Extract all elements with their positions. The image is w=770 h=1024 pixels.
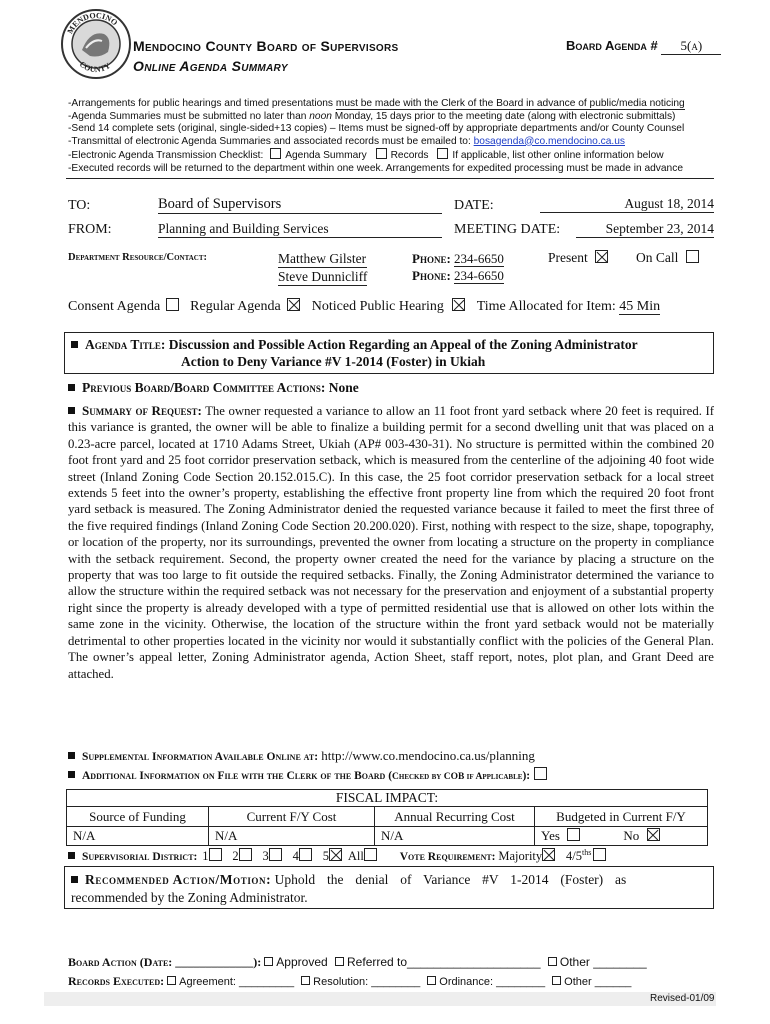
seal-icon xyxy=(60,8,132,80)
ordinance-checkbox[interactable] xyxy=(427,976,436,985)
from-value: Planning and Building Services xyxy=(158,221,442,238)
fiscal-header-annual: Annual Recurring Cost xyxy=(375,807,535,827)
meeting-date-value: September 23, 2014 xyxy=(576,221,714,238)
date-label: DATE: xyxy=(454,198,494,213)
budgeted-no-checkbox[interactable] xyxy=(647,828,660,841)
svg-text:COUNTY: COUNTY xyxy=(77,59,112,75)
fiscal-header-source: Source of Funding xyxy=(67,807,209,827)
records-checkbox[interactable] xyxy=(376,148,387,159)
supplemental-info: Supplemental Information Available Online at: http://www.co.mendocino.ca.us/planning xyxy=(68,748,535,764)
oncall-option: On Call xyxy=(636,250,699,266)
majority-checkbox[interactable] xyxy=(542,848,555,861)
from-label: FROM: xyxy=(68,222,112,237)
fiscal-impact-table xyxy=(66,789,708,846)
contacts xyxy=(278,250,367,286)
agenda-number: Board Agenda # 5(a) xyxy=(566,38,721,55)
recommended-text-2: recommended by the Zoning Administrator. xyxy=(71,890,308,905)
bullet-icon xyxy=(68,771,75,778)
other-record-checkbox[interactable] xyxy=(552,976,561,985)
present-option: Present xyxy=(548,250,608,266)
fiscal-title: FISCAL IMPACT: xyxy=(67,790,708,807)
consent-checkbox[interactable] xyxy=(166,298,179,311)
org-title: Mendocino County Board of Supervisors xyxy=(133,38,399,54)
fiscal-annual-value: N/A xyxy=(375,827,535,846)
summary-of-request: Summary of Request: The owner requested a variance to allow an 11 foot front yard setback where 20 feet is required. If this variance is granted, the owner will be able to finalize a building permit for a second dwelling unit that was placed on a 0.23-acre parcel, located at 1710 Adams Street, Ukiah (AP# 003-430-31). No structure is permitted within the combined 20 foot front yard and 25 foot corridor preservation setback, which is measured from the centerline of the adjoining 40 foot wide street (Inland Zoning Code Section 20.152.015.C). In this case, the 25 foot corridor preservation setback for a local street extends 5 feet into the owner’s property, establishing the effective front property line from which the required 20 foot front yard setback is measured. The Zoning Administrator denied the requested variance because it failed to meet the first three of the five required findings (Inland Zoning Code Section 20.200.020). First, nothing with respect to the size, shape, topography, or location of the property, nor its surroundings, prevented the owner from locating a structure on the property in compliance with the setback requirement. Second, the property owner created the need for the variance by placing a structure on the property that was too large to fit outside the required setbacks. Finally, the Zoning Administrator determined the variance to allow the structure within the required setback was not necessary for the preservation and enjoyment of a substantial property right since the property is already developed with a type of permitted residential use that is allowed on other lots within the same zone in the vicinity. Otherwise, the location of the structure within the front yard setback would not be materially detrimental to other properties located in the vicinity nor would it substantially conflict with the policies of the General Plan. The owner’s appeal letter, Zoning Administrator agenda, Action Sheet, staff report, notes, plot plan, and Grant Deed are attached. xyxy=(68,403,715,681)
agenda-title-line1: Discussion and Possible Action Regarding an Appeal of the Zoning Administrator xyxy=(168,337,638,352)
fourfifths-checkbox[interactable] xyxy=(593,848,606,861)
board-action-row: Board Action (Date: _____________): Approved Referred to____________________ Other ________ xyxy=(68,955,647,969)
oncall-checkbox[interactable] xyxy=(686,250,699,263)
date-value: August 18, 2014 xyxy=(540,196,714,213)
bullet-icon xyxy=(68,752,75,759)
district-all-checkbox[interactable] xyxy=(364,848,377,861)
instructions-divider xyxy=(66,178,714,179)
agenda-title-box xyxy=(64,332,714,374)
to-label: TO: xyxy=(68,198,91,213)
time-allocated-value: 45 Min xyxy=(619,299,661,314)
fiscal-header-current: Current F/Y Cost xyxy=(209,807,375,827)
recommended-label: Recommended Action/Motion: xyxy=(85,872,272,887)
phone-2: 234-6650 xyxy=(454,268,504,283)
previous-actions: Previous Board/Board Committee Actions: None xyxy=(68,380,359,396)
bullet-icon xyxy=(68,852,75,859)
agenda-summary-checkbox[interactable] xyxy=(270,148,281,159)
agenda-title-line2: Action to Deny Variance #V 1-2014 (Foster) in Ukiah xyxy=(181,354,486,369)
to-value: Board of Supervisors xyxy=(158,196,442,214)
svg-text:MENDOCINO: MENDOCINO xyxy=(65,10,120,36)
regular-checkbox[interactable] xyxy=(287,298,300,311)
instructions-block: -Arrangements for public hearings and timed presentations must be made with the Clerk of the Board in advance of public/media noticing -Agenda Summaries must be submitted no later than noon Monday, 15 days prior to the meeting date (along with electronic submittals) -Send 14 complete sets (original, single-sided+13 copies) – Items must be signed-off by appropriate departments and/or County Counsel -Transmittal of electronic Agenda Summaries and associated records must be emailed to: bosagenda@co.mendocino.ca.us -Electronic Agenda Transmission Checklist: Agenda Summary Records If applicable, list other online information below -Executed records will be returned to the department within one week. Arrangements for expedited processing must be made in advance xyxy=(68,98,685,174)
district-row: Supervisorial District: 1 2 3 4 5 All Vote Requirement: Majority $4/5^{ths}$ xyxy=(68,848,606,864)
footer-bar xyxy=(44,992,716,1006)
present-checkbox[interactable] xyxy=(595,250,608,263)
meeting-date-label: MEETING DATE: xyxy=(454,222,561,237)
additional-info: Additional Information on File with the Clerk of the Board (Checked by COB if Applicable): xyxy=(68,767,547,782)
page-subtitle: Online Agenda Summary xyxy=(133,58,288,74)
revised-date: Revised-01/09 xyxy=(650,993,715,1004)
other-online-checkbox[interactable] xyxy=(437,148,448,159)
referred-checkbox[interactable] xyxy=(335,957,344,966)
recommended-text-1: Uphold the denial of Variance #V 1-2014 (Foster) as xyxy=(274,872,627,887)
district-5-checkbox[interactable] xyxy=(329,848,342,861)
district-4-checkbox[interactable] xyxy=(299,848,312,861)
other-action-checkbox[interactable] xyxy=(548,957,557,966)
fiscal-header-budgeted: Budgeted in Current F/Y xyxy=(535,807,708,827)
resolution-checkbox[interactable] xyxy=(301,976,310,985)
district-3-checkbox[interactable] xyxy=(269,848,282,861)
bullet-icon xyxy=(68,384,75,391)
email-link[interactable]: bosagenda@co.mendocino.ca.us xyxy=(473,135,625,147)
district-2-checkbox[interactable] xyxy=(239,848,252,861)
phone-1: 234-6650 xyxy=(454,251,504,266)
fiscal-budgeted-value: Yes No xyxy=(535,827,708,846)
supplemental-url[interactable]: http://www.co.mendocino.ca.us/planning xyxy=(321,748,535,763)
additional-info-checkbox[interactable] xyxy=(534,767,547,780)
bullet-icon xyxy=(71,876,78,883)
agenda-title-label: Agenda Title: xyxy=(85,337,166,352)
recommended-action-box xyxy=(64,866,714,909)
fiscal-current-value: N/A xyxy=(209,827,375,846)
contact-2: Steve Dunnicliff xyxy=(278,269,368,284)
fiscal-source-value: N/A xyxy=(67,827,209,846)
budgeted-yes-checkbox[interactable] xyxy=(567,828,580,841)
bullet-icon xyxy=(71,341,78,348)
dept-contact-label: Department Resource/Contact: xyxy=(68,252,208,263)
records-executed-row: Records Executed: Agreement: _________ Resolution: ________ Ordinance: ________ Other ______ xyxy=(68,974,632,988)
noticed-checkbox[interactable] xyxy=(452,298,465,311)
agenda-type-row: Consent Agenda Regular Agenda Noticed Public Hearing Time Allocated for Item: 45 Min xyxy=(68,299,661,314)
summary-text: The owner requested a variance to allow an 11 foot front yard setback where 20 feet is required. If this variance is granted, the owner will be able to finalize a building permit for a second dwelling unit that was placed on a 0.23-acre parcel, located at 1710 Adams Street, Ukiah (AP# 003-430-31). No structure is permitted within the combined 20 foot front yard and 25 foot corridor preservation setback, which is measured from the centerline of the adjoining 40 foot wide street (Inland Zoning Code Section 20.152.015.C). In this case, the 25 foot corridor preservation setback for a local street extends 5 feet into the owner’s property, establishing the effective front property line from which the required 20 foot front yard setback is measured. The Zoning Administrator denied the requested variance because it failed to meet the first three of the five required findings (Inland Zoning Code Section 20.200.020). First, nothing with respect to the size, shape, topography, or location of the property, nor its surroundings, prevented the owner from locating a structure on the property in compliance with the setback requirement. Second, the property owner created the need for the variance by placing a structure on the property that was too large to fit outside the required setbacks. Finally, the Zoning Administrator determined the variance to allow the structure within the required setback was not necessary for the preservation and enjoyment of a substantial property right since the property is already developed with a type of permitted residential use that is allowed on other lots within the same zone in the vicinity. Otherwise, the location of the structure within the front yard setback would not be materially detrimental to other properties located in the vicinity nor would it substantially conflict with the policies of the General Plan. The owner’s appeal letter, Zoning Administrator agenda, Action Sheet, staff report, notes, plot plan, and Grant Deed are attached. xyxy=(68,404,715,681)
district-1-checkbox[interactable] xyxy=(209,848,222,861)
agreement-checkbox[interactable] xyxy=(167,976,176,985)
approved-checkbox[interactable] xyxy=(264,957,273,966)
county-seal xyxy=(60,8,132,80)
agenda-number-value: 5(a) xyxy=(661,38,721,55)
contact-1: Matthew Gilster xyxy=(278,251,367,266)
bullet-icon xyxy=(68,407,75,414)
phones: Phone: 234-6650 Phone: 234-6650 xyxy=(412,251,504,283)
